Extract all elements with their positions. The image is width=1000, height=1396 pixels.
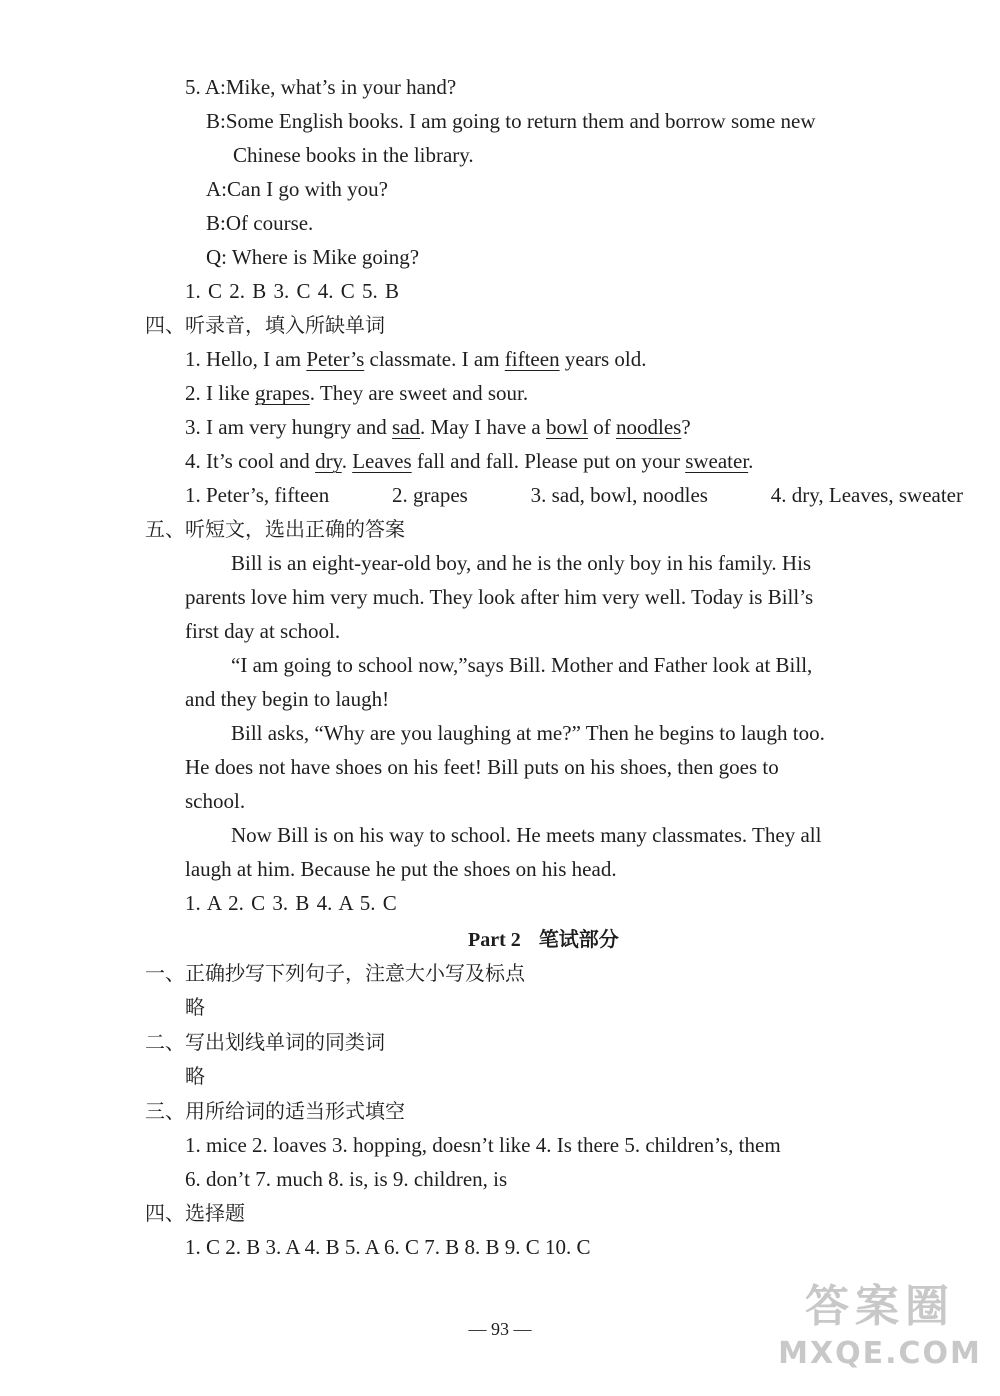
answer-item: 3. sad, bowl, noodles <box>530 483 708 507</box>
sentence-text: classmate. I am <box>364 347 505 371</box>
sentence-text: . They are sweet and sour. <box>309 381 529 405</box>
dialogue-line: 5. A:Mike, what’s in your hand? <box>185 75 457 99</box>
watermark-url: MXQE.COM <box>778 1336 982 1371</box>
page-number: — 93 — <box>468 1319 532 1339</box>
answer-item: 2. grapes <box>392 483 468 507</box>
passage-line: first day at school. <box>185 619 341 643</box>
sentence-text: of <box>587 415 616 439</box>
passage-line: He does not have shoes on his feet! Bill puts on his shoes, then goes to <box>185 755 779 779</box>
sentence-text: 4. It’s cool and <box>185 449 316 473</box>
answer-item: 4. dry, Leaves, sweater <box>770 483 963 507</box>
dialogue-line: A:Can I go with you? <box>206 177 388 201</box>
watermark-logo <box>770 1278 990 1388</box>
part-label: Part 2 <box>468 929 521 951</box>
sentence-text: ? <box>681 415 691 439</box>
filled-word: sweater <box>685 449 749 473</box>
watermark-text: 答案圈 <box>805 1281 955 1332</box>
passage-line: parents love him very much. They look after him very well. Today is Bill’s <box>185 585 814 609</box>
sentence-text: 1. Hello, I am <box>185 347 307 371</box>
answer-key: 1. C 2. B 3. A 4. B 5. A 6. C 7. B 8. B 9. C 10. C <box>185 1235 591 1259</box>
filled-word: Leaves <box>352 449 412 473</box>
section-title: 三、用所给词的适当形式填空 <box>145 1099 405 1123</box>
answer-key <box>185 480 963 510</box>
section-title: 二、写出划线单词的同类词 <box>145 1030 385 1054</box>
sentence-text: . May I have a <box>420 415 546 439</box>
passage-line: “I am going to school now,”says Bill. Mother and Father look at Bill, <box>231 653 813 677</box>
filled-word: Peter’s <box>306 347 365 371</box>
answer-key: 1. mice 2. loaves 3. hopping, doesn’t like 4. Is there 5. children’s, them <box>185 1133 781 1157</box>
dialogue-line: B:Some English books. I am going to return them and borrow some new <box>206 109 816 133</box>
sentence-text: years old. <box>559 347 647 371</box>
sentence-text: 2. I like <box>185 381 255 405</box>
sentence-text: . <box>748 449 754 473</box>
answer-item: 1. Peter’s, fifteen <box>185 483 330 507</box>
filled-word: dry <box>315 449 342 473</box>
passage-line: Now Bill is on his way to school. He meets many classmates. They all <box>231 823 822 847</box>
answer-omitted: 略 <box>185 1064 205 1088</box>
section-title: 一、正确抄写下列句子，注意大小写及标点 <box>145 961 525 985</box>
fill-sentence-2 <box>185 378 528 408</box>
fill-sentence-1 <box>185 344 646 374</box>
dialogue-line: Chinese books in the library. <box>233 143 474 167</box>
dialogue-question: Q: Where is Mike going? <box>206 245 420 269</box>
part-title-cn: 笔试部分 <box>538 927 619 951</box>
filled-word: noodles <box>615 415 682 439</box>
passage-line <box>231 548 963 578</box>
filled-word: grapes <box>254 381 310 405</box>
section-title: 四、听录音，填入所缺单词 <box>145 313 385 337</box>
passage-text: Bill is an eight-year-old boy, and he is the only boy in his family. His <box>231 551 812 575</box>
part-title <box>468 924 619 954</box>
section-title: 四、选择题 <box>145 1201 245 1225</box>
passage-line: and they begin to laugh! <box>185 687 390 711</box>
fill-sentence-3 <box>185 412 691 442</box>
sentence-text: 3. I am very hungry and <box>185 415 393 439</box>
answer-key: 6. don’t 7. much 8. is, is 9. children, is <box>185 1167 508 1191</box>
fill-sentence-4 <box>185 446 753 476</box>
passage-line: school. <box>185 789 246 813</box>
sentence-text: fall and fall. Please put on your <box>411 449 686 473</box>
sentence-text: . <box>341 449 353 473</box>
dialogue-line: B:Of course. <box>206 211 314 235</box>
section-title: 五、听短文，选出正确的答案 <box>145 517 405 541</box>
filled-word: bowl <box>545 415 588 439</box>
passage-line: laugh at him. Because he put the shoes on his head. <box>185 857 617 881</box>
answer-key: 1. C 2. B 3. C 4. C 5. B <box>185 279 400 303</box>
passage-line: Bill asks, “Why are you laughing at me?” Then he begins to laugh too. <box>231 721 825 745</box>
answer-omitted: 略 <box>185 995 205 1019</box>
filled-word: fifteen <box>504 347 560 371</box>
answer-key: 1. A 2. C 3. B 4. A 5. C <box>185 891 397 915</box>
filled-word: sad <box>392 415 421 439</box>
